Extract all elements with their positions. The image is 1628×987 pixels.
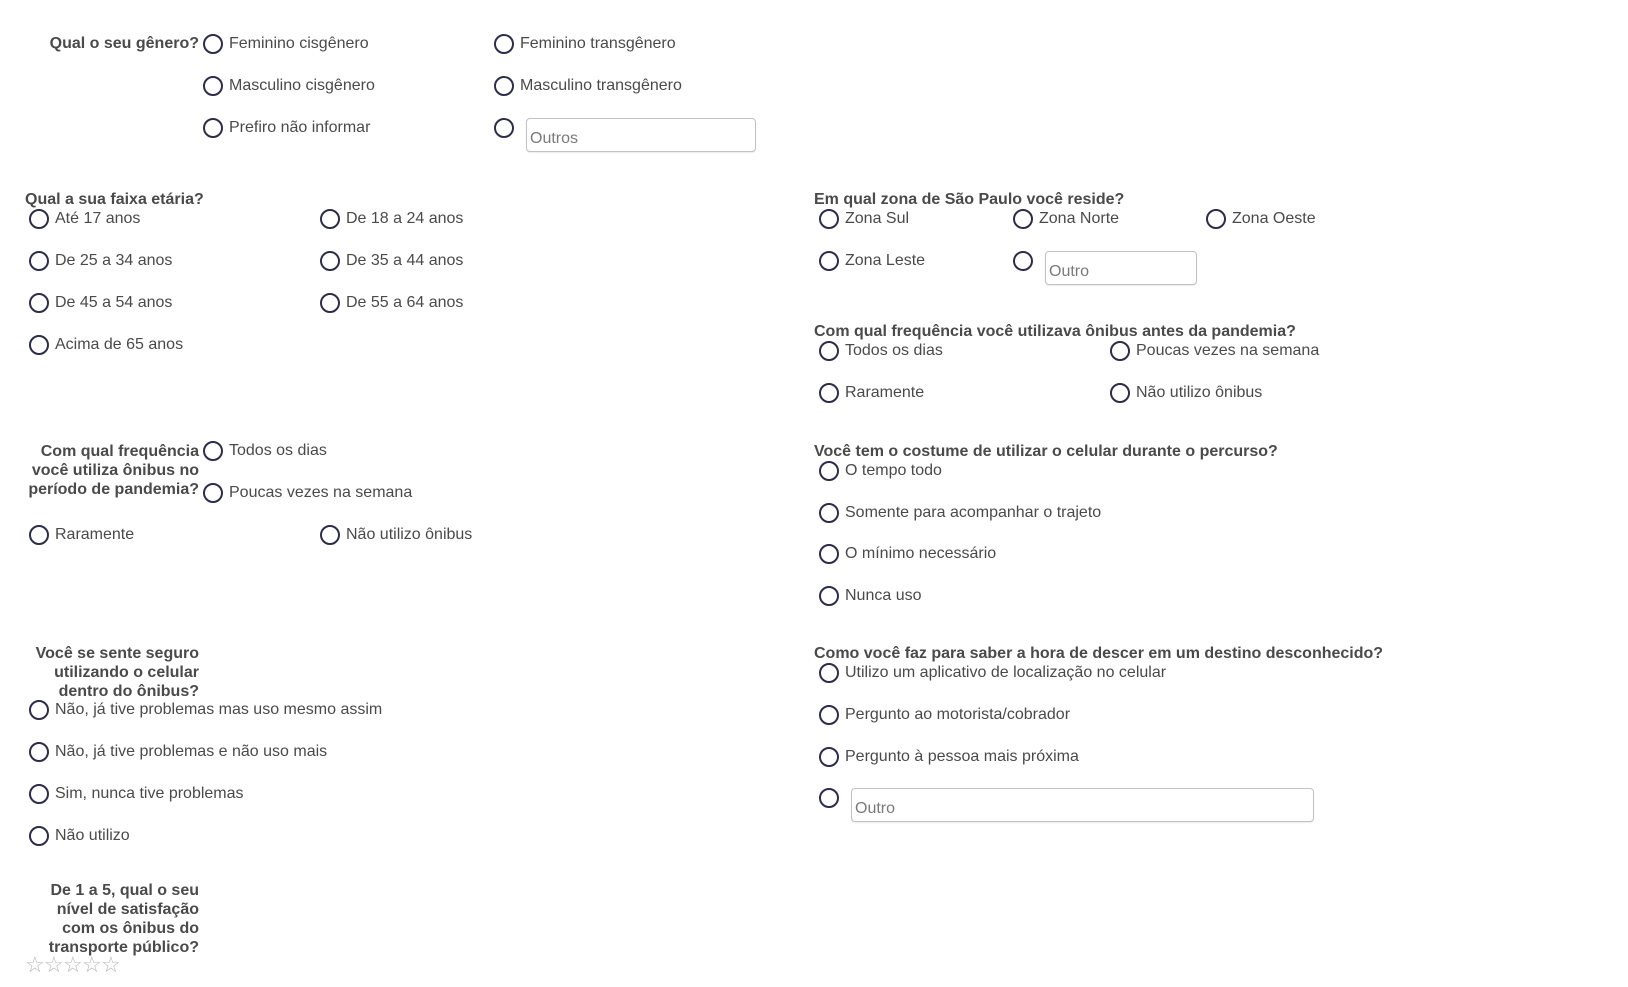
destination-question: Como você faz para saber a hora de descer em um destino desconhecido?	[814, 645, 1384, 662]
phone-usage-option-nunca-uso[interactable]: Nunca uso	[819, 585, 922, 607]
satisfaction-question: De 1 a 5, qual o seu nível de satisfação com os ônibus do transporte público?	[48, 882, 199, 956]
radio-button[interactable]	[819, 747, 839, 767]
age-option-55-64[interactable]: De 55 a 64 anos	[320, 292, 463, 314]
radio-button[interactable]	[29, 335, 49, 355]
freq-pandemic-option-poucas-vezes[interactable]: Poucas vezes na semana	[203, 482, 412, 504]
radio-button[interactable]	[819, 788, 839, 808]
gender-other-input[interactable]	[526, 118, 756, 152]
star-icon-3[interactable]: ☆	[63, 952, 83, 977]
age-question: Qual a sua faixa etária?	[25, 191, 204, 208]
radio-button[interactable]	[1110, 341, 1130, 361]
radio-button[interactable]	[819, 383, 839, 403]
star-icon-1[interactable]: ☆	[25, 952, 45, 977]
safety-question: Você se sente seguro utilizando o celular dentro do ônibus?	[35, 645, 199, 700]
radio-button[interactable]	[494, 118, 514, 138]
satisfaction-star-rating[interactable]	[25, 954, 120, 976]
freq-pandemic-option-nao-utilizo[interactable]: Não utilizo ônibus	[320, 524, 472, 546]
gender-option-outros[interactable]	[494, 117, 520, 139]
gender-option-prefiro-nao-informar[interactable]: Prefiro não informar	[203, 117, 370, 139]
radio-button[interactable]	[819, 586, 839, 606]
gender-option-feminino-trans[interactable]: Feminino transgênero	[494, 33, 676, 55]
star-icon-2[interactable]: ☆	[44, 952, 64, 977]
radio-button[interactable]	[494, 76, 514, 96]
radio-button[interactable]	[29, 209, 49, 229]
phone-usage-option-tempo-todo[interactable]: O tempo todo	[819, 460, 942, 482]
phone-usage-option-acompanhar-trajeto[interactable]: Somente para acompanhar o trajeto	[819, 502, 1101, 524]
radio-button[interactable]	[819, 503, 839, 523]
radio-button[interactable]	[29, 784, 49, 804]
radio-button[interactable]	[1013, 251, 1033, 271]
radio-button[interactable]	[819, 663, 839, 683]
freq-pandemic-question: Com qual frequência você utiliza ônibus no período de pandemia?	[28, 443, 199, 498]
destination-option-motorista[interactable]: Pergunto ao motorista/cobrador	[819, 704, 1070, 726]
radio-button[interactable]	[1206, 209, 1226, 229]
zone-question: Em qual zona de São Paulo você reside?	[814, 191, 1125, 208]
radio-button[interactable]	[1013, 209, 1033, 229]
safety-option-problemas-uso-mesmo[interactable]: Não, já tive problemas mas uso mesmo assim	[29, 699, 382, 721]
destination-other-input[interactable]	[851, 788, 1314, 822]
zone-option-sul[interactable]: Zona Sul	[819, 208, 909, 230]
radio-button[interactable]	[819, 341, 839, 361]
destination-option-pessoa-proxima[interactable]: Pergunto à pessoa mais próxima	[819, 746, 1079, 768]
radio-button[interactable]	[1110, 383, 1130, 403]
radio-button[interactable]	[203, 118, 223, 138]
age-option-35-44[interactable]: De 35 a 44 anos	[320, 250, 463, 272]
radio-button[interactable]	[203, 34, 223, 54]
age-option-45-54[interactable]: De 45 a 54 anos	[29, 292, 172, 314]
freq-before-option-nao-utilizo[interactable]: Não utilizo ônibus	[1110, 382, 1262, 404]
freq-before-question: Com qual frequência você utilizava ônibus antes da pandemia?	[814, 323, 1296, 340]
radio-button[interactable]	[203, 441, 223, 461]
radio-button[interactable]	[29, 826, 49, 846]
safety-option-problemas-nao-uso[interactable]: Não, já tive problemas e não uso mais	[29, 741, 327, 763]
gender-question: Qual o seu gênero?	[49, 35, 199, 52]
age-option-18-24[interactable]: De 18 a 24 anos	[320, 208, 463, 230]
safety-option-nao-utilizo[interactable]: Não utilizo	[29, 825, 130, 847]
freq-pandemic-option-todos-os-dias[interactable]: Todos os dias	[203, 440, 327, 462]
phone-usage-option-minimo-necessario[interactable]: O mínimo necessário	[819, 543, 996, 565]
radio-button[interactable]	[819, 251, 839, 271]
phone-usage-question: Você tem o costume de utilizar o celular durante o percurso?	[814, 443, 1278, 460]
safety-option-nunca-tive-problemas[interactable]: Sim, nunca tive problemas	[29, 783, 244, 805]
radio-button[interactable]	[819, 544, 839, 564]
destination-option-aplicativo[interactable]: Utilizo um aplicativo de localização no celular	[819, 662, 1166, 684]
zone-option-norte[interactable]: Zona Norte	[1013, 208, 1119, 230]
radio-button[interactable]	[29, 525, 49, 545]
freq-before-option-todos-os-dias[interactable]: Todos os dias	[819, 340, 943, 362]
radio-button[interactable]	[203, 76, 223, 96]
radio-button[interactable]	[203, 483, 223, 503]
radio-button[interactable]	[819, 705, 839, 725]
radio-button[interactable]	[320, 251, 340, 271]
freq-before-option-poucas-vezes[interactable]: Poucas vezes na semana	[1110, 340, 1319, 362]
radio-button[interactable]	[29, 742, 49, 762]
radio-button[interactable]	[29, 293, 49, 313]
zone-option-leste[interactable]: Zona Leste	[819, 250, 925, 272]
radio-button[interactable]	[819, 461, 839, 481]
radio-button[interactable]	[320, 525, 340, 545]
radio-button[interactable]	[819, 209, 839, 229]
age-option-ate-17[interactable]: Até 17 anos	[29, 208, 140, 230]
freq-pandemic-option-raramente[interactable]: Raramente	[29, 524, 134, 546]
radio-button[interactable]	[494, 34, 514, 54]
zone-option-oeste[interactable]: Zona Oeste	[1206, 208, 1316, 230]
radio-button[interactable]	[320, 209, 340, 229]
age-option-acima-65[interactable]: Acima de 65 anos	[29, 334, 183, 356]
gender-option-masculino-cis[interactable]: Masculino cisgênero	[203, 75, 375, 97]
radio-button[interactable]	[29, 251, 49, 271]
star-icon-5[interactable]: ☆	[101, 952, 121, 977]
gender-option-feminino-cis[interactable]: Feminino cisgênero	[203, 33, 369, 55]
zone-option-outro[interactable]	[1013, 250, 1039, 272]
zone-other-input[interactable]	[1045, 251, 1197, 285]
age-option-25-34[interactable]: De 25 a 34 anos	[29, 250, 172, 272]
gender-option-masculino-trans[interactable]: Masculino transgênero	[494, 75, 682, 97]
destination-option-outro[interactable]	[819, 787, 845, 809]
star-icon-4[interactable]: ☆	[82, 952, 102, 977]
radio-button[interactable]	[320, 293, 340, 313]
radio-button[interactable]	[29, 700, 49, 720]
freq-before-option-raramente[interactable]: Raramente	[819, 382, 924, 404]
